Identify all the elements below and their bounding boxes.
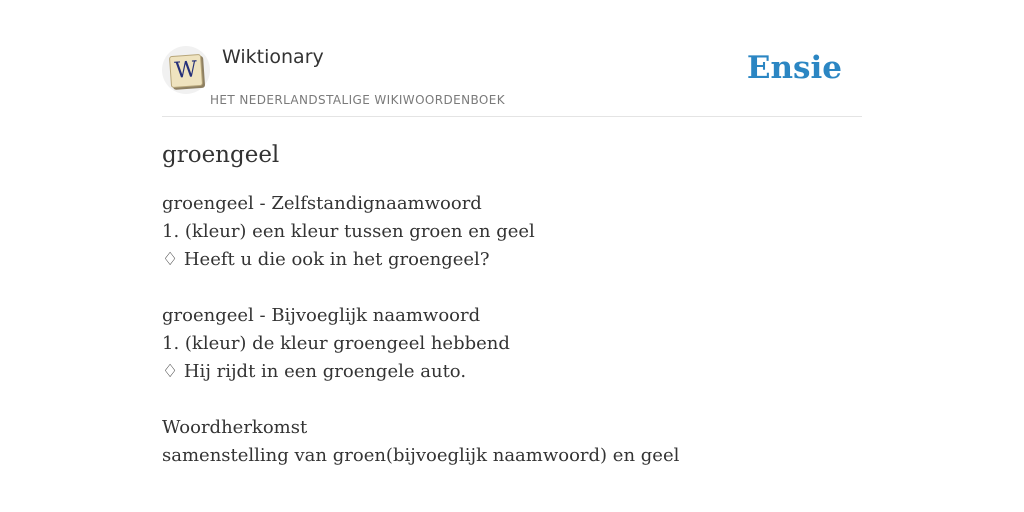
brand-logo[interactable]: Ensie <box>746 50 842 86</box>
section-adjective <box>162 302 862 386</box>
etymology-text: samenstelling van groen(bijvoeglijk naamwoord) en geel <box>162 445 680 466</box>
entry-content <box>162 138 862 470</box>
spacer <box>162 274 862 302</box>
site-subtitle: HET NEDERLANDSTALIGE WIKIWOORDENBOEK <box>210 93 506 107</box>
example: ♢ Hij rijdt in een groengele auto. <box>162 361 467 382</box>
wiktionary-logo-icon[interactable] <box>162 46 210 94</box>
section-heading: groengeel - Zelfstandignaamwoord <box>162 193 482 214</box>
example: ♢ Heeft u die ook in het groengeel? <box>162 249 490 270</box>
definition: 1. (kleur) een kleur tussen groen en geel <box>162 221 535 242</box>
spacer <box>162 386 862 414</box>
section-etymology <box>162 414 862 470</box>
page-title: groengeel <box>162 142 280 168</box>
logo-tile: W <box>169 54 203 88</box>
section-noun <box>162 190 862 274</box>
section-heading: groengeel - Bijvoeglijk naamwoord <box>162 305 481 326</box>
site-name[interactable]: Wiktionary <box>222 46 324 68</box>
definition: 1. (kleur) de kleur groengeel hebbend <box>162 333 510 354</box>
site-header <box>162 44 862 117</box>
etymology-heading: Woordherkomst <box>162 417 308 438</box>
